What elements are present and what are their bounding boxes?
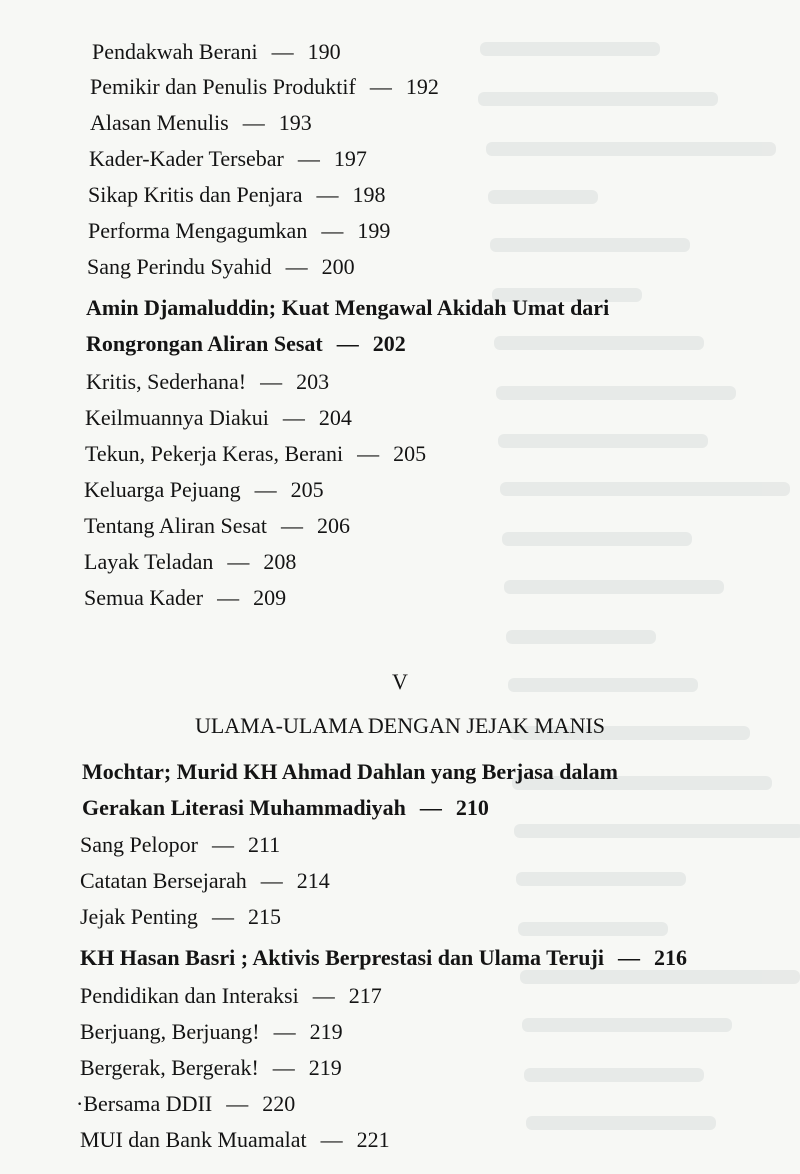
entry-dash: — [260,369,283,394]
toc-entry [84,512,350,540]
entry-dash: — [211,832,234,857]
entry-title: Alasan Menulis [90,110,229,135]
entry-page: 215 [247,904,281,929]
entry-dash: — [272,1055,295,1080]
chapter-title-line2: Gerakan Literasi Muhammadiyah [82,795,406,820]
entry-title: Pendidikan dan Interaksi [80,983,299,1008]
entry-dash: — [285,254,308,279]
entry-page: 220 [262,1091,296,1116]
entry-title: Keilmuannya Diakui [85,405,269,430]
entry-title: Kritis, Sederhana! [86,369,247,394]
entry-page: 219 [308,1055,342,1080]
chapter-dash: — [419,795,442,820]
toc-entry [88,217,390,245]
toc-entry [88,181,385,209]
entry-page: 193 [278,110,312,135]
chapter-title [80,944,687,972]
entry-title: Bergerak, Bergerak! [80,1055,259,1080]
entry-title: ·Bersama DDII [76,1091,213,1116]
entry-title: Performa Mengagumkan [88,218,308,243]
entry-dash: — [282,405,305,430]
entry-title: Semua Kader [84,585,204,610]
toc-entry [84,548,296,576]
entry-page: 200 [321,254,355,279]
entry-dash: — [316,182,339,207]
toc-entry [90,73,439,101]
entry-page: 203 [296,369,330,394]
entry-page: 211 [247,832,281,857]
entry-dash: — [369,74,392,99]
entry-title: Tentang Aliran Sesat [84,513,267,538]
entry-title: Berjuang, Berjuang! [80,1019,260,1044]
entry-title: Keluarga Pejuang [84,477,241,502]
toc-entry [86,368,329,396]
entry-dash: — [254,477,277,502]
entry-title: MUI dan Bank Muamalat [80,1127,307,1152]
toc-entry [80,1126,390,1154]
toc-entry [84,476,324,504]
entry-title: Pendakwah Berani [92,39,258,64]
entry-page: 205 [290,477,324,502]
entry-page: 209 [253,585,287,610]
chapter-title: Mochtar; Murid KH Ahmad Dahlan yang Berjasa dalam [82,759,618,784]
entry-dash: — [211,904,234,929]
entry-title: Pemikir dan Penulis Produktif [90,74,356,99]
entry-page: 198 [352,182,386,207]
entry-page: 197 [333,146,367,171]
chapter-title: Amin Djamaluddin; Kuat Mengawal Akidah Umat dari [86,295,610,320]
toc-entry [87,253,355,281]
entry-dash: — [297,146,320,171]
toc-entry [80,1018,343,1046]
chapter-title-continued [82,794,489,822]
toc-entry [84,584,286,612]
entry-page: 199 [357,218,391,243]
toc-entry [80,982,382,1010]
entry-title: Catatan Bersejarah [80,868,247,893]
entry-dash: — [242,110,265,135]
chapter-page: 202 [372,331,406,356]
toc-entry [92,38,341,66]
entry-dash: — [227,549,250,574]
entry-title: Sikap Kritis dan Penjara [88,182,303,207]
toc-entry [80,867,330,895]
entry-dash: — [320,1127,343,1152]
entry-page: 214 [296,868,330,893]
entry-page: 208 [263,549,297,574]
entry-title: Kader-Kader Tersebar [89,146,284,171]
toc-entry [89,145,367,173]
entry-page: 206 [316,513,350,538]
entry-page: 205 [393,441,427,466]
entry-dash: — [273,1019,296,1044]
chapter-title-text: KH Hasan Basri ; Aktivis Berprestasi dan Ulama Teruji [80,945,604,970]
chapter-dash: — [617,945,640,970]
chapter-dash: — [336,331,359,356]
part-numeral: V [392,669,408,694]
toc-entry [76,1090,295,1118]
chapter-page: 216 [653,945,687,970]
entry-page: 190 [307,39,341,64]
entry-dash: — [321,218,344,243]
entry-page: 217 [348,983,382,1008]
entry-dash: — [280,513,303,538]
toc-entry [85,440,426,468]
entry-title: Jejak Penting [80,904,198,929]
entry-page: 221 [356,1127,390,1152]
toc-entry [80,903,281,931]
toc-entry [90,109,312,137]
entry-page: 204 [318,405,352,430]
entry-dash: — [260,868,283,893]
part-title: ULAMA-ULAMA DENGAN JEJAK MANIS [194,713,606,738]
entry-dash: — [226,1091,249,1116]
entry-title: Tekun, Pekerja Keras, Berani [85,441,344,466]
entry-page: 219 [309,1019,343,1044]
toc-entry [80,831,280,859]
entry-dash: — [357,441,380,466]
chapter-title-line2: Rongrongan Aliran Sesat [86,331,323,356]
entry-dash: — [217,585,240,610]
toc-entry [85,404,352,432]
chapter-page: 210 [455,795,489,820]
entry-dash: — [271,39,294,64]
entry-title: Sang Pelopor [80,832,198,857]
toc-entry [80,1054,342,1082]
entry-dash: — [312,983,335,1008]
chapter-title-continued [86,330,406,358]
entry-page: 192 [405,74,439,99]
entry-title: Sang Perindu Syahid [87,254,272,279]
entry-title: Layak Teladan [84,549,214,574]
